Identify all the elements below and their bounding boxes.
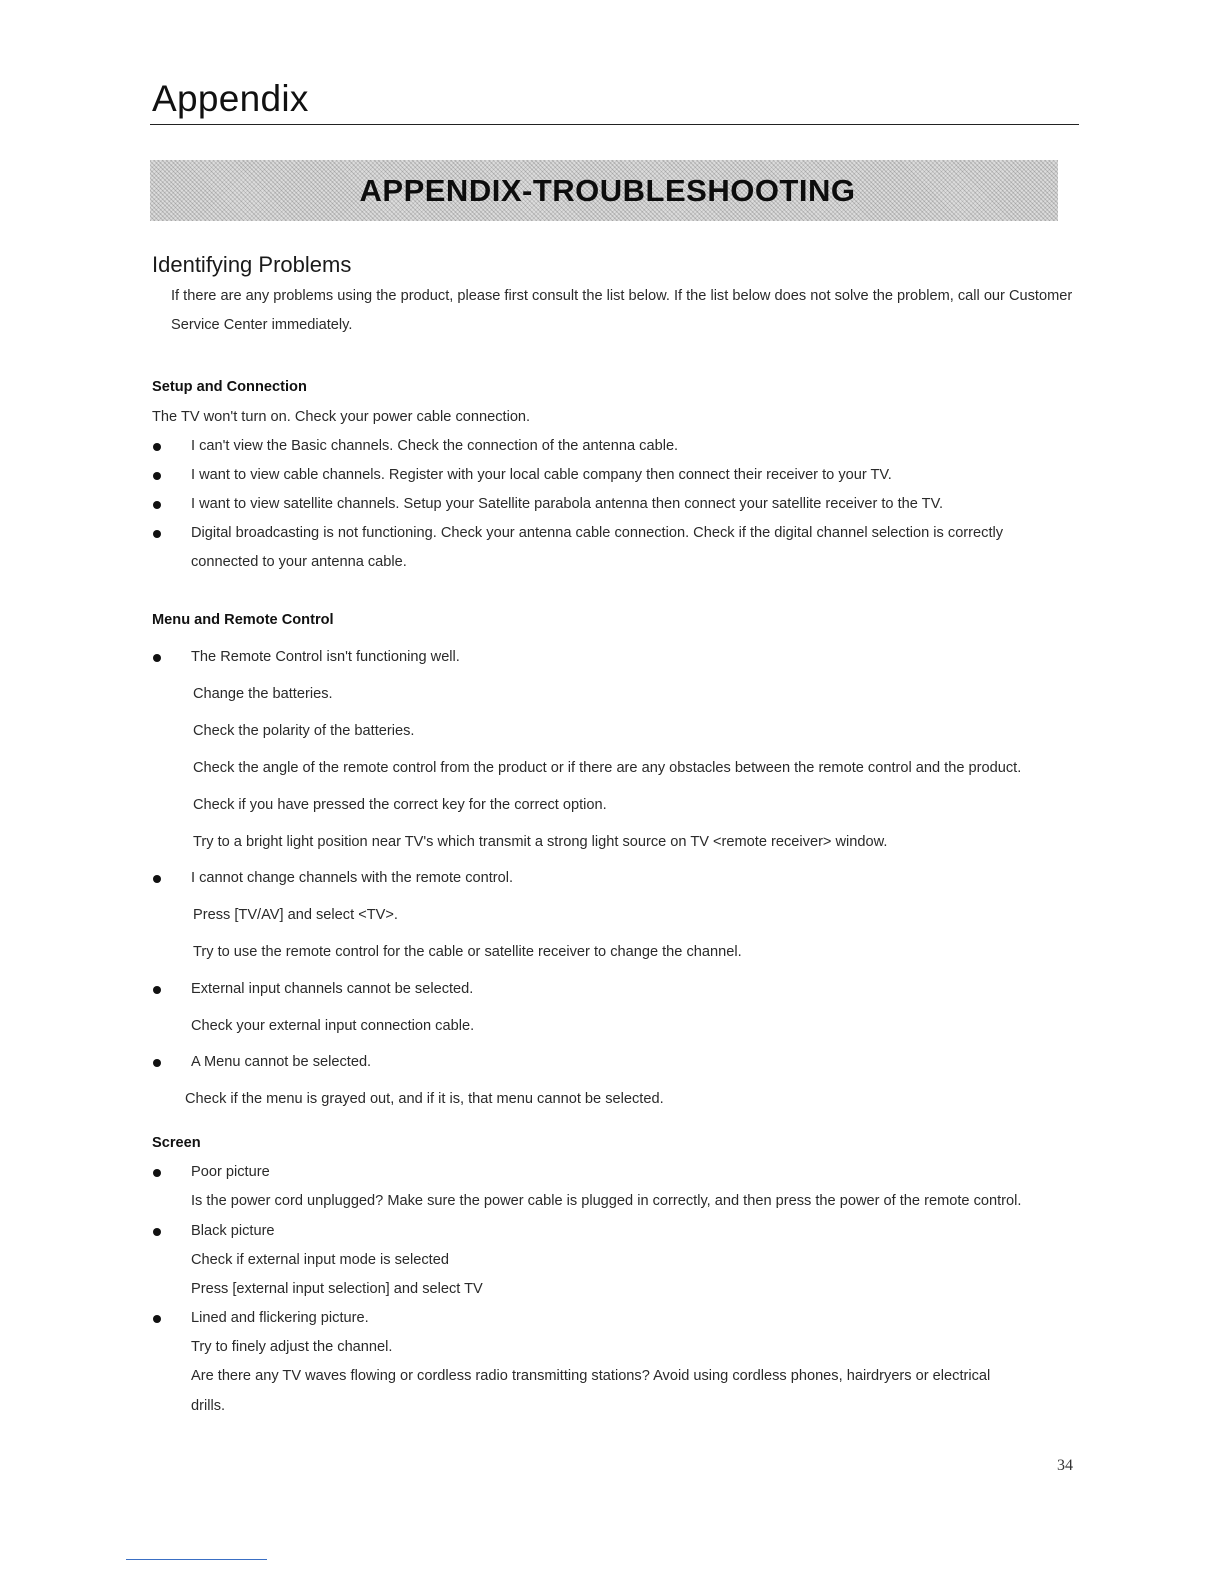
solution-item: Is the power cord unplugged? Make sure the power cable is plugged in correctly, and then press the power of the remote control. (191, 1193, 1022, 1209)
bullet-icon (153, 1059, 161, 1067)
bullet-icon (153, 986, 161, 994)
identifying-problems-title: Identifying Problems (152, 252, 352, 277)
list-item: I can't view the Basic channels. Check the connection of the antenna cable. (191, 438, 679, 454)
bullet-icon (153, 443, 161, 451)
setup-lead: The TV won't turn on. Check your power cable connection. (152, 409, 531, 425)
section-banner (150, 160, 1058, 221)
menu-heading: Menu and Remote Control (152, 612, 334, 628)
bullet-icon (153, 472, 161, 480)
bullet-icon (153, 530, 161, 538)
bullet-icon (153, 501, 161, 509)
list-item: Digital broadcasting is not functioning. Check your antenna cable connection. Check if the digital channel selection is correctly (191, 525, 1004, 541)
solution-item: Are there any TV waves flowing or cordless radio transmitting stations? Avoid using cordless phones, hairdryers or electrical (191, 1368, 991, 1384)
page-title: Appendix (152, 78, 309, 119)
bullet-icon (153, 1169, 161, 1177)
solution-item: Check the angle of the remote control from the product or if there are any obstacles between the remote control and the product. (193, 760, 1022, 776)
solution-item: Try to use the remote control for the cable or satellite receiver to change the channel. (193, 944, 742, 960)
bullet-icon (153, 1315, 161, 1323)
solution-item: Try to finely adjust the channel. (191, 1339, 393, 1355)
page-number: 34 (1057, 1457, 1073, 1474)
solution-item: Press [external input selection] and select TV (191, 1281, 483, 1297)
problem-item: I cannot change channels with the remote control. (191, 870, 514, 886)
solution-item: Change the batteries. (193, 686, 333, 702)
solution-item: Check if you have pressed the correct key for the correct option. (193, 797, 607, 813)
screen-heading: Screen (152, 1135, 201, 1151)
problem-item: The Remote Control isn't functioning well. (191, 649, 460, 665)
bullet-icon (153, 875, 161, 883)
solution-item: Try to a bright light position near TV's which transmit a strong light source on TV <remote receiver> window. (193, 834, 888, 850)
list-item-continued: connected to your antenna cable. (191, 554, 407, 570)
solution-item: Check your external input connection cable. (191, 1018, 475, 1034)
problem-item: Lined and flickering picture. (191, 1310, 369, 1326)
solution-item: Check if the menu is grayed out, and if it is, that menu cannot be selected. (185, 1091, 664, 1107)
solution-item: Check if external input mode is selected (191, 1252, 449, 1268)
problem-item: External input channels cannot be selected. (191, 981, 474, 997)
problem-item: Black picture (191, 1223, 275, 1239)
problem-item: Poor picture (191, 1164, 270, 1180)
solution-item: Check the polarity of the batteries. (193, 723, 415, 739)
bullet-icon (153, 654, 161, 662)
list-item: I want to view satellite channels. Setup your Satellite parabola antenna then connect your satellite receiver to the TV. (191, 496, 944, 512)
setup-heading: Setup and Connection (152, 379, 307, 395)
intro-paragraph: If there are any problems using the product, please first consult the list below. If the list below does not solve the problem, call our Customer Service Center immediately. (171, 288, 1073, 333)
problem-item: A Menu cannot be selected. (191, 1054, 372, 1070)
list-item: I want to view cable channels. Register with your local cable company then connect their receiver to your TV. (191, 467, 892, 483)
solution-item: Press [TV/AV] and select <TV>. (193, 907, 398, 923)
footer-divider (126, 1559, 267, 1560)
solution-item-continued: drills. (191, 1398, 226, 1414)
bullet-icon (153, 1228, 161, 1236)
banner-title: APPENDIX-TROUBLESHOOTING (359, 172, 856, 208)
title-divider (150, 124, 1079, 125)
